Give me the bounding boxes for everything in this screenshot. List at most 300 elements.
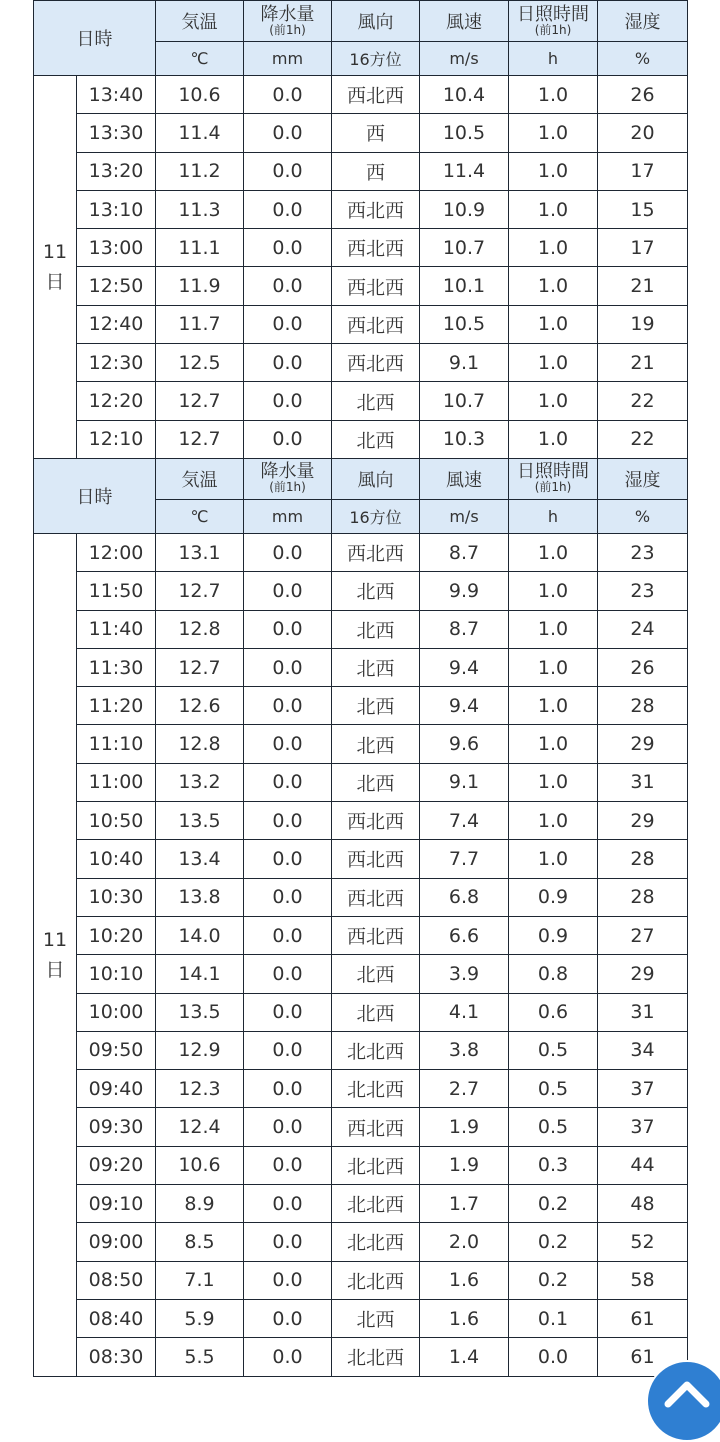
sunshine-cell: 0.3 (509, 1146, 598, 1184)
precip-cell: 0.0 (244, 420, 332, 458)
precip-cell: 0.0 (244, 1223, 332, 1261)
precip-cell: 0.0 (244, 267, 332, 305)
wind-speed-cell: 8.7 (420, 533, 509, 571)
sunshine-cell: 0.0 (509, 1338, 598, 1376)
table-row (34, 572, 688, 610)
humidity-cell: 28 (598, 878, 688, 916)
header-sunshine-label: 日照時間 (517, 461, 589, 483)
precip-cell: 0.0 (244, 533, 332, 571)
table-row (34, 1031, 688, 1069)
time-cell: 11:20 (77, 687, 156, 725)
time-cell: 10:40 (77, 840, 156, 878)
temp-cell: 12.8 (156, 610, 244, 648)
header-temp: 気温 (156, 458, 244, 499)
sunshine-cell: 0.9 (509, 916, 598, 954)
humidity-cell: 21 (598, 267, 688, 305)
precip-cell: 0.0 (244, 1299, 332, 1337)
time-cell: 12:00 (77, 533, 156, 571)
humidity-cell: 44 (598, 1146, 688, 1184)
temp-cell: 7.1 (156, 1261, 244, 1299)
temp-cell: 11.9 (156, 267, 244, 305)
wind-speed-cell: 10.4 (420, 76, 509, 114)
temp-cell: 11.4 (156, 114, 244, 152)
humidity-cell: 28 (598, 840, 688, 878)
wind-speed-cell: 10.7 (420, 382, 509, 420)
table-row (34, 610, 688, 648)
header-sunshine-sub: (前1h) (534, 480, 572, 495)
table-row (34, 648, 688, 686)
temp-cell: 12.6 (156, 687, 244, 725)
time-cell: 10:50 (77, 802, 156, 840)
humidity-cell: 37 (598, 1070, 688, 1108)
wind-speed-cell: 1.6 (420, 1299, 509, 1337)
observation-table (33, 0, 688, 1377)
time-cell: 11:40 (77, 610, 156, 648)
sunshine-cell: 1.0 (509, 802, 598, 840)
sunshine-cell: 1.0 (509, 76, 598, 114)
humidity-cell: 24 (598, 610, 688, 648)
temp-cell: 12.7 (156, 572, 244, 610)
wind-speed-cell: 2.7 (420, 1070, 509, 1108)
unit-precip: mm (244, 499, 332, 533)
precip-cell: 0.0 (244, 610, 332, 648)
precip-cell: 0.0 (244, 648, 332, 686)
unit-temp: ℃ (156, 499, 244, 533)
day-number: 11 (42, 240, 68, 263)
time-cell: 12:40 (77, 305, 156, 343)
temp-cell: 8.5 (156, 1223, 244, 1261)
humidity-cell: 26 (598, 648, 688, 686)
sunshine-cell: 1.0 (509, 648, 598, 686)
wind-speed-cell: 1.9 (420, 1146, 509, 1184)
table-row (34, 840, 688, 878)
unit-temp: ℃ (156, 42, 244, 76)
temp-cell: 14.0 (156, 916, 244, 954)
day-cell (34, 76, 77, 459)
wind-dir-cell: 西北西 (332, 190, 420, 228)
time-cell: 11:10 (77, 725, 156, 763)
time-cell: 10:20 (77, 916, 156, 954)
table-row (34, 763, 688, 801)
time-cell: 12:30 (77, 344, 156, 382)
wind-dir-cell: 北西 (332, 763, 420, 801)
sunshine-cell: 1.0 (509, 420, 598, 458)
unit-dir: 16方位 (332, 42, 420, 76)
sunshine-cell: 0.5 (509, 1108, 598, 1146)
wind-dir-cell: 西北西 (332, 76, 420, 114)
precip-cell: 0.0 (244, 687, 332, 725)
header-precip (244, 1, 332, 42)
time-cell: 12:20 (77, 382, 156, 420)
humidity-cell: 48 (598, 1185, 688, 1223)
humidity-cell: 58 (598, 1261, 688, 1299)
header-precip-sub: (前1h) (269, 22, 306, 37)
wind-speed-cell: 4.1 (420, 993, 509, 1031)
precip-cell: 0.0 (244, 572, 332, 610)
wind-dir-cell: 北西 (332, 993, 420, 1031)
humidity-cell: 20 (598, 114, 688, 152)
wind-speed-cell: 10.5 (420, 305, 509, 343)
temp-cell: 11.2 (156, 152, 244, 190)
sunshine-cell: 0.6 (509, 993, 598, 1031)
wind-speed-cell: 11.4 (420, 152, 509, 190)
wind-speed-cell: 9.1 (420, 763, 509, 801)
sunshine-cell: 0.5 (509, 1031, 598, 1069)
table-row (34, 878, 688, 916)
day-cell (34, 533, 77, 1376)
wind-speed-cell: 2.0 (420, 1223, 509, 1261)
precip-cell: 0.0 (244, 1070, 332, 1108)
header-precip-sub: (前1h) (269, 480, 306, 495)
table-row (34, 955, 688, 993)
sunshine-cell: 1.0 (509, 725, 598, 763)
header-datetime: 日時 (34, 1, 156, 76)
header-sunshine-label: 日照時間 (517, 3, 589, 25)
temp-cell: 10.6 (156, 1146, 244, 1184)
header-datetime: 日時 (34, 458, 156, 533)
table-row (34, 687, 688, 725)
time-cell: 13:20 (77, 152, 156, 190)
humidity-cell: 52 (598, 1223, 688, 1261)
precip-cell: 0.0 (244, 229, 332, 267)
table-row (34, 420, 688, 458)
header-row (34, 458, 688, 499)
sunshine-cell: 1.0 (509, 305, 598, 343)
sunshine-cell: 1.0 (509, 687, 598, 725)
humidity-cell: 29 (598, 955, 688, 993)
humidity-cell: 31 (598, 763, 688, 801)
time-cell: 08:50 (77, 1261, 156, 1299)
sunshine-cell: 1.0 (509, 344, 598, 382)
precip-cell: 0.0 (244, 1338, 332, 1376)
temp-cell: 5.9 (156, 1299, 244, 1337)
humidity-cell: 22 (598, 420, 688, 458)
sunshine-cell: 1.0 (509, 152, 598, 190)
time-cell: 09:40 (77, 1070, 156, 1108)
time-cell: 11:00 (77, 763, 156, 801)
time-cell: 09:20 (77, 1146, 156, 1184)
humidity-cell: 19 (598, 305, 688, 343)
humidity-cell: 22 (598, 382, 688, 420)
temp-cell: 11.1 (156, 229, 244, 267)
table-row (34, 1299, 688, 1337)
humidity-cell: 37 (598, 1108, 688, 1146)
wind-speed-cell: 8.7 (420, 610, 509, 648)
sunshine-cell: 0.5 (509, 1070, 598, 1108)
temp-cell: 12.8 (156, 725, 244, 763)
wind-speed-cell: 9.1 (420, 344, 509, 382)
wind-dir-cell: 西北西 (332, 229, 420, 267)
sunshine-cell: 1.0 (509, 610, 598, 648)
sunshine-cell: 0.2 (509, 1185, 598, 1223)
table-row (34, 382, 688, 420)
temp-cell: 12.9 (156, 1031, 244, 1069)
temp-cell: 12.5 (156, 344, 244, 382)
precip-cell: 0.0 (244, 382, 332, 420)
wind-dir-cell: 北西 (332, 725, 420, 763)
wind-dir-cell: 西北西 (332, 802, 420, 840)
temp-cell: 10.6 (156, 76, 244, 114)
temp-cell: 12.7 (156, 382, 244, 420)
temp-cell: 13.5 (156, 802, 244, 840)
wind-dir-cell: 北北西 (332, 1261, 420, 1299)
wind-dir-cell: 北北西 (332, 1338, 420, 1376)
time-cell: 13:00 (77, 229, 156, 267)
time-cell: 11:30 (77, 648, 156, 686)
table-row (34, 993, 688, 1031)
table-row (34, 114, 688, 152)
wind-dir-cell: 西北西 (332, 267, 420, 305)
humidity-cell: 17 (598, 152, 688, 190)
precip-cell: 0.0 (244, 114, 332, 152)
precip-cell: 0.0 (244, 152, 332, 190)
precip-cell: 0.0 (244, 840, 332, 878)
sunshine-cell: 0.8 (509, 955, 598, 993)
time-cell: 12:50 (77, 267, 156, 305)
wind-speed-cell: 7.4 (420, 802, 509, 840)
table-row (34, 305, 688, 343)
precip-cell: 0.0 (244, 725, 332, 763)
precip-cell: 0.0 (244, 76, 332, 114)
wind-speed-cell: 10.7 (420, 229, 509, 267)
precip-cell: 0.0 (244, 955, 332, 993)
temp-cell: 8.9 (156, 1185, 244, 1223)
unit-speed: m/s (420, 499, 509, 533)
precip-cell: 0.0 (244, 878, 332, 916)
temp-cell: 12.4 (156, 1108, 244, 1146)
humidity-cell: 15 (598, 190, 688, 228)
sunshine-cell: 1.0 (509, 190, 598, 228)
header-wind-dir: 風向 (332, 1, 420, 42)
header-wind-dir: 風向 (332, 458, 420, 499)
table-row (34, 1261, 688, 1299)
header-temp: 気温 (156, 1, 244, 42)
humidity-cell: 34 (598, 1031, 688, 1069)
wind-dir-cell: 西北西 (332, 840, 420, 878)
header-precip (244, 458, 332, 499)
table-row (34, 344, 688, 382)
wind-dir-cell: 西 (332, 114, 420, 152)
wind-dir-cell: 北西 (332, 687, 420, 725)
sunshine-cell: 0.9 (509, 878, 598, 916)
time-cell: 13:10 (77, 190, 156, 228)
table-row (34, 533, 688, 571)
table-row (34, 1223, 688, 1261)
temp-cell: 13.1 (156, 533, 244, 571)
wind-speed-cell: 9.9 (420, 572, 509, 610)
time-cell: 08:30 (77, 1338, 156, 1376)
day-number: 11 (42, 928, 68, 951)
humidity-cell: 21 (598, 344, 688, 382)
table-row (34, 267, 688, 305)
table-row (34, 1070, 688, 1108)
sunshine-cell: 0.2 (509, 1223, 598, 1261)
time-cell: 13:30 (77, 114, 156, 152)
wind-dir-cell: 北北西 (332, 1070, 420, 1108)
wind-dir-cell: 北西 (332, 1299, 420, 1337)
table-row (34, 229, 688, 267)
header-humidity: 湿度 (598, 458, 688, 499)
wind-dir-cell: 北北西 (332, 1031, 420, 1069)
wind-speed-cell: 1.7 (420, 1185, 509, 1223)
humidity-cell: 29 (598, 802, 688, 840)
header-sunshine-sub: (前1h) (534, 22, 572, 37)
unit-dir: 16方位 (332, 499, 420, 533)
temp-cell: 14.1 (156, 955, 244, 993)
table-row (34, 1146, 688, 1184)
header-wind-speed: 風速 (420, 1, 509, 42)
day-suffix: 日 (45, 958, 65, 981)
wind-speed-cell: 6.8 (420, 878, 509, 916)
observation-table-wrapper (33, 0, 687, 1377)
sunshine-cell: 1.0 (509, 114, 598, 152)
humidity-cell: 61 (598, 1299, 688, 1337)
time-cell: 09:10 (77, 1185, 156, 1223)
temp-cell: 13.2 (156, 763, 244, 801)
sunshine-cell: 1.0 (509, 382, 598, 420)
header-sunshine (509, 1, 598, 42)
unit-precip: mm (244, 42, 332, 76)
wind-dir-cell: 北北西 (332, 1185, 420, 1223)
precip-cell: 0.0 (244, 993, 332, 1031)
humidity-cell: 28 (598, 687, 688, 725)
wind-dir-cell: 西北西 (332, 533, 420, 571)
header-precip-label: 降水量 (260, 461, 315, 483)
humidity-cell: 26 (598, 76, 688, 114)
time-cell: 10:00 (77, 993, 156, 1031)
header-row (34, 1, 688, 42)
time-cell: 10:30 (77, 878, 156, 916)
temp-cell: 11.3 (156, 190, 244, 228)
header-humidity: 湿度 (598, 1, 688, 42)
wind-dir-cell: 西北西 (332, 878, 420, 916)
sunshine-cell: 1.0 (509, 572, 598, 610)
precip-cell: 0.0 (244, 305, 332, 343)
precip-cell: 0.0 (244, 916, 332, 954)
temp-cell: 5.5 (156, 1338, 244, 1376)
table-row (34, 152, 688, 190)
wind-speed-cell: 9.4 (420, 687, 509, 725)
wind-speed-cell: 1.9 (420, 1108, 509, 1146)
wind-dir-cell: 北西 (332, 648, 420, 686)
wind-dir-cell: 北西 (332, 420, 420, 458)
chevron-up-icon (662, 1374, 712, 1410)
unit-hum: % (598, 499, 688, 533)
wind-speed-cell: 9.4 (420, 648, 509, 686)
unit-speed: m/s (420, 42, 509, 76)
wind-speed-cell: 10.9 (420, 190, 509, 228)
wind-speed-cell: 10.5 (420, 114, 509, 152)
wind-speed-cell: 10.1 (420, 267, 509, 305)
sunshine-cell: 1.0 (509, 840, 598, 878)
time-cell: 09:50 (77, 1031, 156, 1069)
precip-cell: 0.0 (244, 1108, 332, 1146)
wind-speed-cell: 10.3 (420, 420, 509, 458)
wind-dir-cell: 西北西 (332, 1108, 420, 1146)
precip-cell: 0.0 (244, 1261, 332, 1299)
temp-cell: 13.8 (156, 878, 244, 916)
temp-cell: 12.7 (156, 648, 244, 686)
wind-speed-cell: 3.8 (420, 1031, 509, 1069)
precip-cell: 0.0 (244, 1146, 332, 1184)
table-row (34, 76, 688, 114)
wind-dir-cell: 西北西 (332, 305, 420, 343)
sunshine-cell: 1.0 (509, 267, 598, 305)
header-wind-speed: 風速 (420, 458, 509, 499)
table-row (34, 1185, 688, 1223)
humidity-cell: 29 (598, 725, 688, 763)
table-row (34, 190, 688, 228)
temp-cell: 13.4 (156, 840, 244, 878)
table-row (34, 1338, 688, 1376)
wind-dir-cell: 北北西 (332, 1146, 420, 1184)
unit-sun: h (509, 499, 598, 533)
day-suffix: 日 (45, 270, 65, 293)
temp-cell: 11.7 (156, 305, 244, 343)
precip-cell: 0.0 (244, 802, 332, 840)
sunshine-cell: 0.1 (509, 1299, 598, 1337)
humidity-cell: 23 (598, 572, 688, 610)
table-row (34, 916, 688, 954)
sunshine-cell: 1.0 (509, 533, 598, 571)
time-cell: 10:10 (77, 955, 156, 993)
wind-dir-cell: 西 (332, 152, 420, 190)
scroll-to-top-button[interactable] (646, 1360, 720, 1442)
humidity-cell: 31 (598, 993, 688, 1031)
table-row (34, 802, 688, 840)
wind-speed-cell: 1.6 (420, 1261, 509, 1299)
sunshine-cell: 0.2 (509, 1261, 598, 1299)
unit-hum: % (598, 42, 688, 76)
header-sunshine (509, 458, 598, 499)
time-cell: 13:40 (77, 76, 156, 114)
humidity-cell: 17 (598, 229, 688, 267)
wind-speed-cell: 6.6 (420, 916, 509, 954)
humidity-cell: 27 (598, 916, 688, 954)
temp-cell: 13.5 (156, 993, 244, 1031)
temp-cell: 12.7 (156, 420, 244, 458)
wind-dir-cell: 北西 (332, 382, 420, 420)
wind-dir-cell: 北西 (332, 572, 420, 610)
wind-speed-cell: 1.4 (420, 1338, 509, 1376)
precip-cell: 0.0 (244, 1031, 332, 1069)
precip-cell: 0.0 (244, 763, 332, 801)
unit-sun: h (509, 42, 598, 76)
wind-dir-cell: 西北西 (332, 916, 420, 954)
wind-speed-cell: 7.7 (420, 840, 509, 878)
wind-dir-cell: 北西 (332, 955, 420, 993)
wind-dir-cell: 北西 (332, 610, 420, 648)
precip-cell: 0.0 (244, 190, 332, 228)
wind-speed-cell: 9.6 (420, 725, 509, 763)
humidity-cell: 61 (598, 1338, 688, 1376)
sunshine-cell: 1.0 (509, 229, 598, 267)
time-cell: 08:40 (77, 1299, 156, 1337)
time-cell: 12:10 (77, 420, 156, 458)
table-row (34, 725, 688, 763)
precip-cell: 0.0 (244, 1185, 332, 1223)
table-row (34, 1108, 688, 1146)
sunshine-cell: 1.0 (509, 763, 598, 801)
temp-cell: 12.3 (156, 1070, 244, 1108)
time-cell: 09:00 (77, 1223, 156, 1261)
wind-dir-cell: 西北西 (332, 344, 420, 382)
wind-dir-cell: 北北西 (332, 1223, 420, 1261)
humidity-cell: 23 (598, 533, 688, 571)
precip-cell: 0.0 (244, 344, 332, 382)
header-precip-label: 降水量 (260, 3, 315, 25)
table-body (34, 1, 688, 1377)
